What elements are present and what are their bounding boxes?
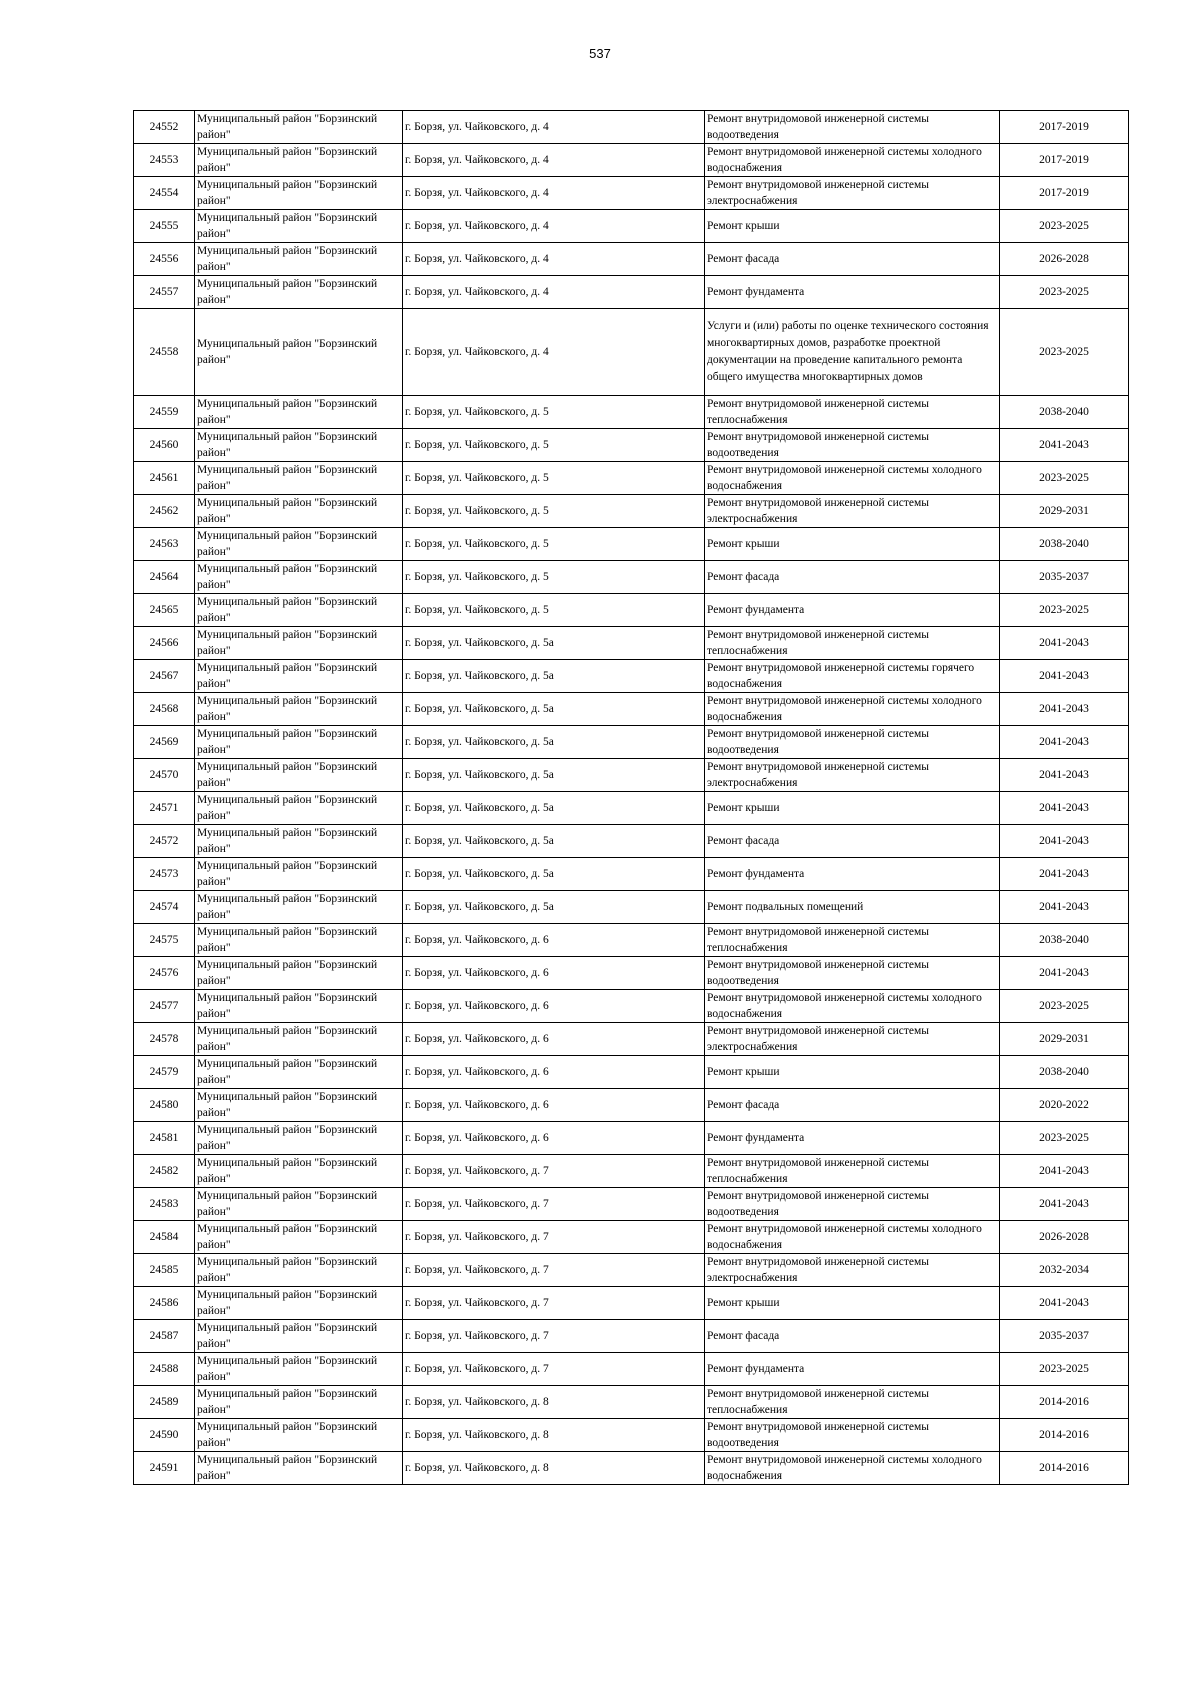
work-type-cell: Ремонт фасада bbox=[705, 561, 1000, 594]
address-cell: г. Борзя, ул. Чайковского, д. 5 bbox=[403, 495, 705, 528]
table-row bbox=[134, 792, 1129, 825]
period-cell: 2023-2025 bbox=[1000, 309, 1129, 396]
table-row bbox=[134, 1254, 1129, 1287]
table-row bbox=[134, 759, 1129, 792]
work-type-cell: Ремонт крыши bbox=[705, 1056, 1000, 1089]
work-type-cell: Ремонт крыши bbox=[705, 792, 1000, 825]
table-row bbox=[134, 111, 1129, 144]
address-cell: г. Борзя, ул. Чайковского, д. 6 bbox=[403, 990, 705, 1023]
address-cell: г. Борзя, ул. Чайковского, д. 4 bbox=[403, 210, 705, 243]
address-cell: г. Борзя, ул. Чайковского, д. 5а bbox=[403, 858, 705, 891]
table-row bbox=[134, 1089, 1129, 1122]
period-cell: 2041-2043 bbox=[1000, 825, 1129, 858]
table-row bbox=[134, 1188, 1129, 1221]
municipality-cell: Муниципальный район "Борзинский район" bbox=[195, 177, 403, 210]
period-cell: 2041-2043 bbox=[1000, 1155, 1129, 1188]
table-row bbox=[134, 1386, 1129, 1419]
municipality-cell: Муниципальный район "Борзинский район" bbox=[195, 693, 403, 726]
table-row bbox=[134, 1419, 1129, 1452]
work-type-cell: Ремонт подвальных помещений bbox=[705, 891, 1000, 924]
municipality-cell: Муниципальный район "Борзинский район" bbox=[195, 726, 403, 759]
row-number-cell: 24553 bbox=[134, 144, 195, 177]
period-cell: 2041-2043 bbox=[1000, 1287, 1129, 1320]
municipality-cell: Муниципальный район "Борзинский район" bbox=[195, 825, 403, 858]
municipality-cell: Муниципальный район "Борзинский район" bbox=[195, 1188, 403, 1221]
table-row bbox=[134, 561, 1129, 594]
address-cell: г. Борзя, ул. Чайковского, д. 5 bbox=[403, 528, 705, 561]
table-row bbox=[134, 144, 1129, 177]
period-cell: 2014-2016 bbox=[1000, 1386, 1129, 1419]
address-cell: г. Борзя, ул. Чайковского, д. 7 bbox=[403, 1287, 705, 1320]
address-cell: г. Борзя, ул. Чайковского, д. 6 bbox=[403, 957, 705, 990]
period-cell: 2035-2037 bbox=[1000, 1320, 1129, 1353]
table-body bbox=[134, 111, 1129, 1485]
address-cell: г. Борзя, ул. Чайковского, д. 8 bbox=[403, 1452, 705, 1485]
work-type-cell: Ремонт крыши bbox=[705, 210, 1000, 243]
period-cell: 2023-2025 bbox=[1000, 462, 1129, 495]
period-cell: 2014-2016 bbox=[1000, 1452, 1129, 1485]
address-cell: г. Борзя, ул. Чайковского, д. 5а bbox=[403, 726, 705, 759]
row-number-cell: 24554 bbox=[134, 177, 195, 210]
address-cell: г. Борзя, ул. Чайковского, д. 7 bbox=[403, 1353, 705, 1386]
row-number-cell: 24585 bbox=[134, 1254, 195, 1287]
municipality-cell: Муниципальный район "Борзинский район" bbox=[195, 627, 403, 660]
work-type-cell: Ремонт фасада bbox=[705, 825, 1000, 858]
work-type-cell: Ремонт фундамента bbox=[705, 1353, 1000, 1386]
work-type-cell: Ремонт фундамента bbox=[705, 1122, 1000, 1155]
row-number-cell: 24580 bbox=[134, 1089, 195, 1122]
period-cell: 2038-2040 bbox=[1000, 924, 1129, 957]
row-number-cell: 24562 bbox=[134, 495, 195, 528]
municipality-cell: Муниципальный район "Борзинский район" bbox=[195, 1452, 403, 1485]
work-type-cell: Ремонт крыши bbox=[705, 1287, 1000, 1320]
row-number-cell: 24570 bbox=[134, 759, 195, 792]
period-cell: 2038-2040 bbox=[1000, 396, 1129, 429]
address-cell: г. Борзя, ул. Чайковского, д. 4 bbox=[403, 144, 705, 177]
period-cell: 2023-2025 bbox=[1000, 1122, 1129, 1155]
table-row bbox=[134, 1221, 1129, 1254]
table-row bbox=[134, 210, 1129, 243]
period-cell: 2041-2043 bbox=[1000, 759, 1129, 792]
period-cell: 2035-2037 bbox=[1000, 561, 1129, 594]
page-number: 537 bbox=[589, 46, 611, 61]
municipality-cell: Муниципальный район "Борзинский район" bbox=[195, 396, 403, 429]
address-cell: г. Борзя, ул. Чайковского, д. 5а bbox=[403, 693, 705, 726]
address-cell: г. Борзя, ул. Чайковского, д. 4 bbox=[403, 309, 705, 396]
row-number-cell: 24569 bbox=[134, 726, 195, 759]
municipality-cell: Муниципальный район "Борзинский район" bbox=[195, 1056, 403, 1089]
municipality-cell: Муниципальный район "Борзинский район" bbox=[195, 759, 403, 792]
period-cell: 2041-2043 bbox=[1000, 858, 1129, 891]
address-cell: г. Борзя, ул. Чайковского, д. 5 bbox=[403, 561, 705, 594]
row-number-cell: 24563 bbox=[134, 528, 195, 561]
table-row bbox=[134, 726, 1129, 759]
table-row bbox=[134, 1023, 1129, 1056]
row-number-cell: 24557 bbox=[134, 276, 195, 309]
address-cell: г. Борзя, ул. Чайковского, д. 5 bbox=[403, 462, 705, 495]
row-number-cell: 24579 bbox=[134, 1056, 195, 1089]
row-number-cell: 24565 bbox=[134, 594, 195, 627]
municipality-cell: Муниципальный район "Борзинский район" bbox=[195, 144, 403, 177]
period-cell: 2017-2019 bbox=[1000, 177, 1129, 210]
municipality-cell: Муниципальный район "Борзинский район" bbox=[195, 858, 403, 891]
table-row bbox=[134, 243, 1129, 276]
period-cell: 2017-2019 bbox=[1000, 144, 1129, 177]
table-row bbox=[134, 594, 1129, 627]
address-cell: г. Борзя, ул. Чайковского, д. 7 bbox=[403, 1155, 705, 1188]
row-number-cell: 24566 bbox=[134, 627, 195, 660]
work-type-cell: Ремонт внутридомовой инженерной системы водоотведения bbox=[705, 111, 1000, 144]
address-cell: г. Борзя, ул. Чайковского, д. 4 bbox=[403, 276, 705, 309]
work-type-cell: Ремонт внутридомовой инженерной системы водоотведения bbox=[705, 957, 1000, 990]
row-number-cell: 24555 bbox=[134, 210, 195, 243]
row-number-cell: 24576 bbox=[134, 957, 195, 990]
municipality-cell: Муниципальный район "Борзинский район" bbox=[195, 495, 403, 528]
period-cell: 2023-2025 bbox=[1000, 594, 1129, 627]
table-row bbox=[134, 1452, 1129, 1485]
table-row bbox=[134, 1122, 1129, 1155]
work-type-cell: Ремонт внутридомовой инженерной системы электроснабжения bbox=[705, 177, 1000, 210]
municipality-cell: Муниципальный район "Борзинский район" bbox=[195, 243, 403, 276]
address-cell: г. Борзя, ул. Чайковского, д. 6 bbox=[403, 1122, 705, 1155]
municipality-cell: Муниципальный район "Борзинский район" bbox=[195, 1419, 403, 1452]
period-cell: 2041-2043 bbox=[1000, 726, 1129, 759]
address-cell: г. Борзя, ул. Чайковского, д. 4 bbox=[403, 243, 705, 276]
address-cell: г. Борзя, ул. Чайковского, д. 8 bbox=[403, 1386, 705, 1419]
row-number-cell: 24582 bbox=[134, 1155, 195, 1188]
row-number-cell: 24560 bbox=[134, 429, 195, 462]
period-cell: 2023-2025 bbox=[1000, 276, 1129, 309]
period-cell: 2029-2031 bbox=[1000, 1023, 1129, 1056]
table-row bbox=[134, 957, 1129, 990]
row-number-cell: 24573 bbox=[134, 858, 195, 891]
capital-repair-table bbox=[133, 110, 1129, 1485]
municipality-cell: Муниципальный район "Борзинский район" bbox=[195, 1155, 403, 1188]
address-cell: г. Борзя, ул. Чайковского, д. 7 bbox=[403, 1221, 705, 1254]
work-type-cell: Ремонт внутридомовой инженерной системы электроснабжения bbox=[705, 495, 1000, 528]
work-type-cell: Ремонт внутридомовой инженерной системы водоотведения bbox=[705, 1188, 1000, 1221]
municipality-cell: Муниципальный район "Борзинский район" bbox=[195, 891, 403, 924]
municipality-cell: Муниципальный район "Борзинский район" bbox=[195, 1221, 403, 1254]
row-number-cell: 24587 bbox=[134, 1320, 195, 1353]
municipality-cell: Муниципальный район "Борзинский район" bbox=[195, 210, 403, 243]
row-number-cell: 24558 bbox=[134, 309, 195, 396]
address-cell: г. Борзя, ул. Чайковского, д. 5а bbox=[403, 660, 705, 693]
work-type-cell: Ремонт фасада bbox=[705, 1320, 1000, 1353]
table-row bbox=[134, 1056, 1129, 1089]
row-number-cell: 24589 bbox=[134, 1386, 195, 1419]
table-row bbox=[134, 990, 1129, 1023]
address-cell: г. Борзя, ул. Чайковского, д. 5а bbox=[403, 792, 705, 825]
table-row bbox=[134, 891, 1129, 924]
municipality-cell: Муниципальный район "Борзинский район" bbox=[195, 1254, 403, 1287]
period-cell: 2041-2043 bbox=[1000, 627, 1129, 660]
table-row bbox=[134, 396, 1129, 429]
row-number-cell: 24571 bbox=[134, 792, 195, 825]
address-cell: г. Борзя, ул. Чайковского, д. 5а bbox=[403, 891, 705, 924]
municipality-cell: Муниципальный район "Борзинский район" bbox=[195, 792, 403, 825]
work-type-cell: Ремонт внутридомовой инженерной системы холодного водоснабжения bbox=[705, 144, 1000, 177]
work-type-cell: Ремонт внутридомовой инженерной системы теплоснабжения bbox=[705, 396, 1000, 429]
address-cell: г. Борзя, ул. Чайковского, д. 4 bbox=[403, 177, 705, 210]
work-type-cell: Ремонт внутридомовой инженерной системы электроснабжения bbox=[705, 1254, 1000, 1287]
period-cell: 2041-2043 bbox=[1000, 891, 1129, 924]
row-number-cell: 24578 bbox=[134, 1023, 195, 1056]
period-cell: 2023-2025 bbox=[1000, 990, 1129, 1023]
table-row bbox=[134, 462, 1129, 495]
work-type-cell: Услуги и (или) работы по оценке технического состояния многоквартирных домов, разработке проектной документации на проведение капитального ремонта общего имущества многоквартирных домов bbox=[705, 309, 1000, 396]
work-type-cell: Ремонт внутридомовой инженерной системы холодного водоснабжения bbox=[705, 1221, 1000, 1254]
work-type-cell: Ремонт внутридомовой инженерной системы теплоснабжения bbox=[705, 1386, 1000, 1419]
municipality-cell: Муниципальный район "Борзинский район" bbox=[195, 990, 403, 1023]
municipality-cell: Муниципальный район "Борзинский район" bbox=[195, 1287, 403, 1320]
municipality-cell: Муниципальный район "Борзинский район" bbox=[195, 1386, 403, 1419]
period-cell: 2026-2028 bbox=[1000, 243, 1129, 276]
work-type-cell: Ремонт внутридомовой инженерной системы водоотведения bbox=[705, 429, 1000, 462]
address-cell: г. Борзя, ул. Чайковского, д. 7 bbox=[403, 1188, 705, 1221]
period-cell: 2041-2043 bbox=[1000, 693, 1129, 726]
row-number-cell: 24556 bbox=[134, 243, 195, 276]
period-cell: 2023-2025 bbox=[1000, 210, 1129, 243]
address-cell: г. Борзя, ул. Чайковского, д. 5а bbox=[403, 627, 705, 660]
table-row bbox=[134, 858, 1129, 891]
work-type-cell: Ремонт крыши bbox=[705, 528, 1000, 561]
work-type-cell: Ремонт внутридомовой инженерной системы теплоснабжения bbox=[705, 627, 1000, 660]
address-cell: г. Борзя, ул. Чайковского, д. 6 bbox=[403, 1056, 705, 1089]
period-cell: 2020-2022 bbox=[1000, 1089, 1129, 1122]
work-type-cell: Ремонт внутридомовой инженерной системы холодного водоснабжения bbox=[705, 462, 1000, 495]
address-cell: г. Борзя, ул. Чайковского, д. 5а bbox=[403, 759, 705, 792]
municipality-cell: Муниципальный район "Борзинский район" bbox=[195, 111, 403, 144]
period-cell: 2026-2028 bbox=[1000, 1221, 1129, 1254]
table-row bbox=[134, 276, 1129, 309]
work-type-cell: Ремонт фундамента bbox=[705, 858, 1000, 891]
period-cell: 2017-2019 bbox=[1000, 111, 1129, 144]
period-cell: 2041-2043 bbox=[1000, 957, 1129, 990]
work-type-cell: Ремонт внутридомовой инженерной системы теплоснабжения bbox=[705, 924, 1000, 957]
row-number-cell: 24574 bbox=[134, 891, 195, 924]
address-cell: г. Борзя, ул. Чайковского, д. 5 bbox=[403, 396, 705, 429]
row-number-cell: 24581 bbox=[134, 1122, 195, 1155]
work-type-cell: Ремонт внутридомовой инженерной системы горячего водоснабжения bbox=[705, 660, 1000, 693]
row-number-cell: 24590 bbox=[134, 1419, 195, 1452]
municipality-cell: Муниципальный район "Борзинский район" bbox=[195, 276, 403, 309]
period-cell: 2029-2031 bbox=[1000, 495, 1129, 528]
municipality-cell: Муниципальный район "Борзинский район" bbox=[195, 561, 403, 594]
row-number-cell: 24586 bbox=[134, 1287, 195, 1320]
table-row bbox=[134, 1287, 1129, 1320]
period-cell: 2038-2040 bbox=[1000, 1056, 1129, 1089]
row-number-cell: 24583 bbox=[134, 1188, 195, 1221]
work-type-cell: Ремонт внутридомовой инженерной системы водоотведения bbox=[705, 726, 1000, 759]
municipality-cell: Муниципальный район "Борзинский район" bbox=[195, 924, 403, 957]
work-type-cell: Ремонт фундамента bbox=[705, 594, 1000, 627]
period-cell: 2041-2043 bbox=[1000, 1188, 1129, 1221]
municipality-cell: Муниципальный район "Борзинский район" bbox=[195, 594, 403, 627]
address-cell: г. Борзя, ул. Чайковского, д. 7 bbox=[403, 1320, 705, 1353]
table-row bbox=[134, 924, 1129, 957]
row-number-cell: 24588 bbox=[134, 1353, 195, 1386]
work-type-cell: Ремонт фасада bbox=[705, 243, 1000, 276]
table-row bbox=[134, 495, 1129, 528]
municipality-cell: Муниципальный район "Борзинский район" bbox=[195, 1122, 403, 1155]
table-row bbox=[134, 177, 1129, 210]
table-row bbox=[134, 1353, 1129, 1386]
address-cell: г. Борзя, ул. Чайковского, д. 7 bbox=[403, 1254, 705, 1287]
municipality-cell: Муниципальный район "Борзинский район" bbox=[195, 462, 403, 495]
period-cell: 2032-2034 bbox=[1000, 1254, 1129, 1287]
table-row bbox=[134, 693, 1129, 726]
table-row bbox=[134, 627, 1129, 660]
period-cell: 2038-2040 bbox=[1000, 528, 1129, 561]
period-cell: 2023-2025 bbox=[1000, 1353, 1129, 1386]
work-type-cell: Ремонт внутридомовой инженерной системы электроснабжения bbox=[705, 1023, 1000, 1056]
work-type-cell: Ремонт внутридомовой инженерной системы водоотведения bbox=[705, 1419, 1000, 1452]
row-number-cell: 24568 bbox=[134, 693, 195, 726]
row-number-cell: 24584 bbox=[134, 1221, 195, 1254]
address-cell: г. Борзя, ул. Чайковского, д. 8 bbox=[403, 1419, 705, 1452]
address-cell: г. Борзя, ул. Чайковского, д. 5а bbox=[403, 825, 705, 858]
row-number-cell: 24559 bbox=[134, 396, 195, 429]
row-number-cell: 24567 bbox=[134, 660, 195, 693]
period-cell: 2014-2016 bbox=[1000, 1419, 1129, 1452]
table-row bbox=[134, 825, 1129, 858]
municipality-cell: Муниципальный район "Борзинский район" bbox=[195, 528, 403, 561]
row-number-cell: 24591 bbox=[134, 1452, 195, 1485]
row-number-cell: 24575 bbox=[134, 924, 195, 957]
period-cell: 2041-2043 bbox=[1000, 429, 1129, 462]
municipality-cell: Муниципальный район "Борзинский район" bbox=[195, 1353, 403, 1386]
row-number-cell: 24552 bbox=[134, 111, 195, 144]
work-type-cell: Ремонт фасада bbox=[705, 1089, 1000, 1122]
address-cell: г. Борзя, ул. Чайковского, д. 6 bbox=[403, 1089, 705, 1122]
municipality-cell: Муниципальный район "Борзинский район" bbox=[195, 1023, 403, 1056]
municipality-cell: Муниципальный район "Борзинский район" bbox=[195, 1320, 403, 1353]
address-cell: г. Борзя, ул. Чайковского, д. 6 bbox=[403, 1023, 705, 1056]
work-type-cell: Ремонт внутридомовой инженерной системы холодного водоснабжения bbox=[705, 1452, 1000, 1485]
table-row bbox=[134, 429, 1129, 462]
municipality-cell: Муниципальный район "Борзинский район" bbox=[195, 429, 403, 462]
work-type-cell: Ремонт фундамента bbox=[705, 276, 1000, 309]
row-number-cell: 24564 bbox=[134, 561, 195, 594]
table-row bbox=[134, 528, 1129, 561]
table-row bbox=[134, 1155, 1129, 1188]
row-number-cell: 24561 bbox=[134, 462, 195, 495]
municipality-cell: Муниципальный район "Борзинский район" bbox=[195, 309, 403, 396]
address-cell: г. Борзя, ул. Чайковского, д. 4 bbox=[403, 111, 705, 144]
work-type-cell: Ремонт внутридомовой инженерной системы теплоснабжения bbox=[705, 1155, 1000, 1188]
table-row bbox=[134, 309, 1129, 396]
municipality-cell: Муниципальный район "Борзинский район" bbox=[195, 1089, 403, 1122]
table-row bbox=[134, 1320, 1129, 1353]
work-type-cell: Ремонт внутридомовой инженерной системы электроснабжения bbox=[705, 759, 1000, 792]
address-cell: г. Борзя, ул. Чайковского, д. 6 bbox=[403, 924, 705, 957]
work-type-cell: Ремонт внутридомовой инженерной системы холодного водоснабжения bbox=[705, 990, 1000, 1023]
address-cell: г. Борзя, ул. Чайковского, д. 5 bbox=[403, 594, 705, 627]
period-cell: 2041-2043 bbox=[1000, 660, 1129, 693]
work-type-cell: Ремонт внутридомовой инженерной системы холодного водоснабжения bbox=[705, 693, 1000, 726]
period-cell: 2041-2043 bbox=[1000, 792, 1129, 825]
table-row bbox=[134, 660, 1129, 693]
row-number-cell: 24577 bbox=[134, 990, 195, 1023]
municipality-cell: Муниципальный район "Борзинский район" bbox=[195, 660, 403, 693]
address-cell: г. Борзя, ул. Чайковского, д. 5 bbox=[403, 429, 705, 462]
row-number-cell: 24572 bbox=[134, 825, 195, 858]
municipality-cell: Муниципальный район "Борзинский район" bbox=[195, 957, 403, 990]
